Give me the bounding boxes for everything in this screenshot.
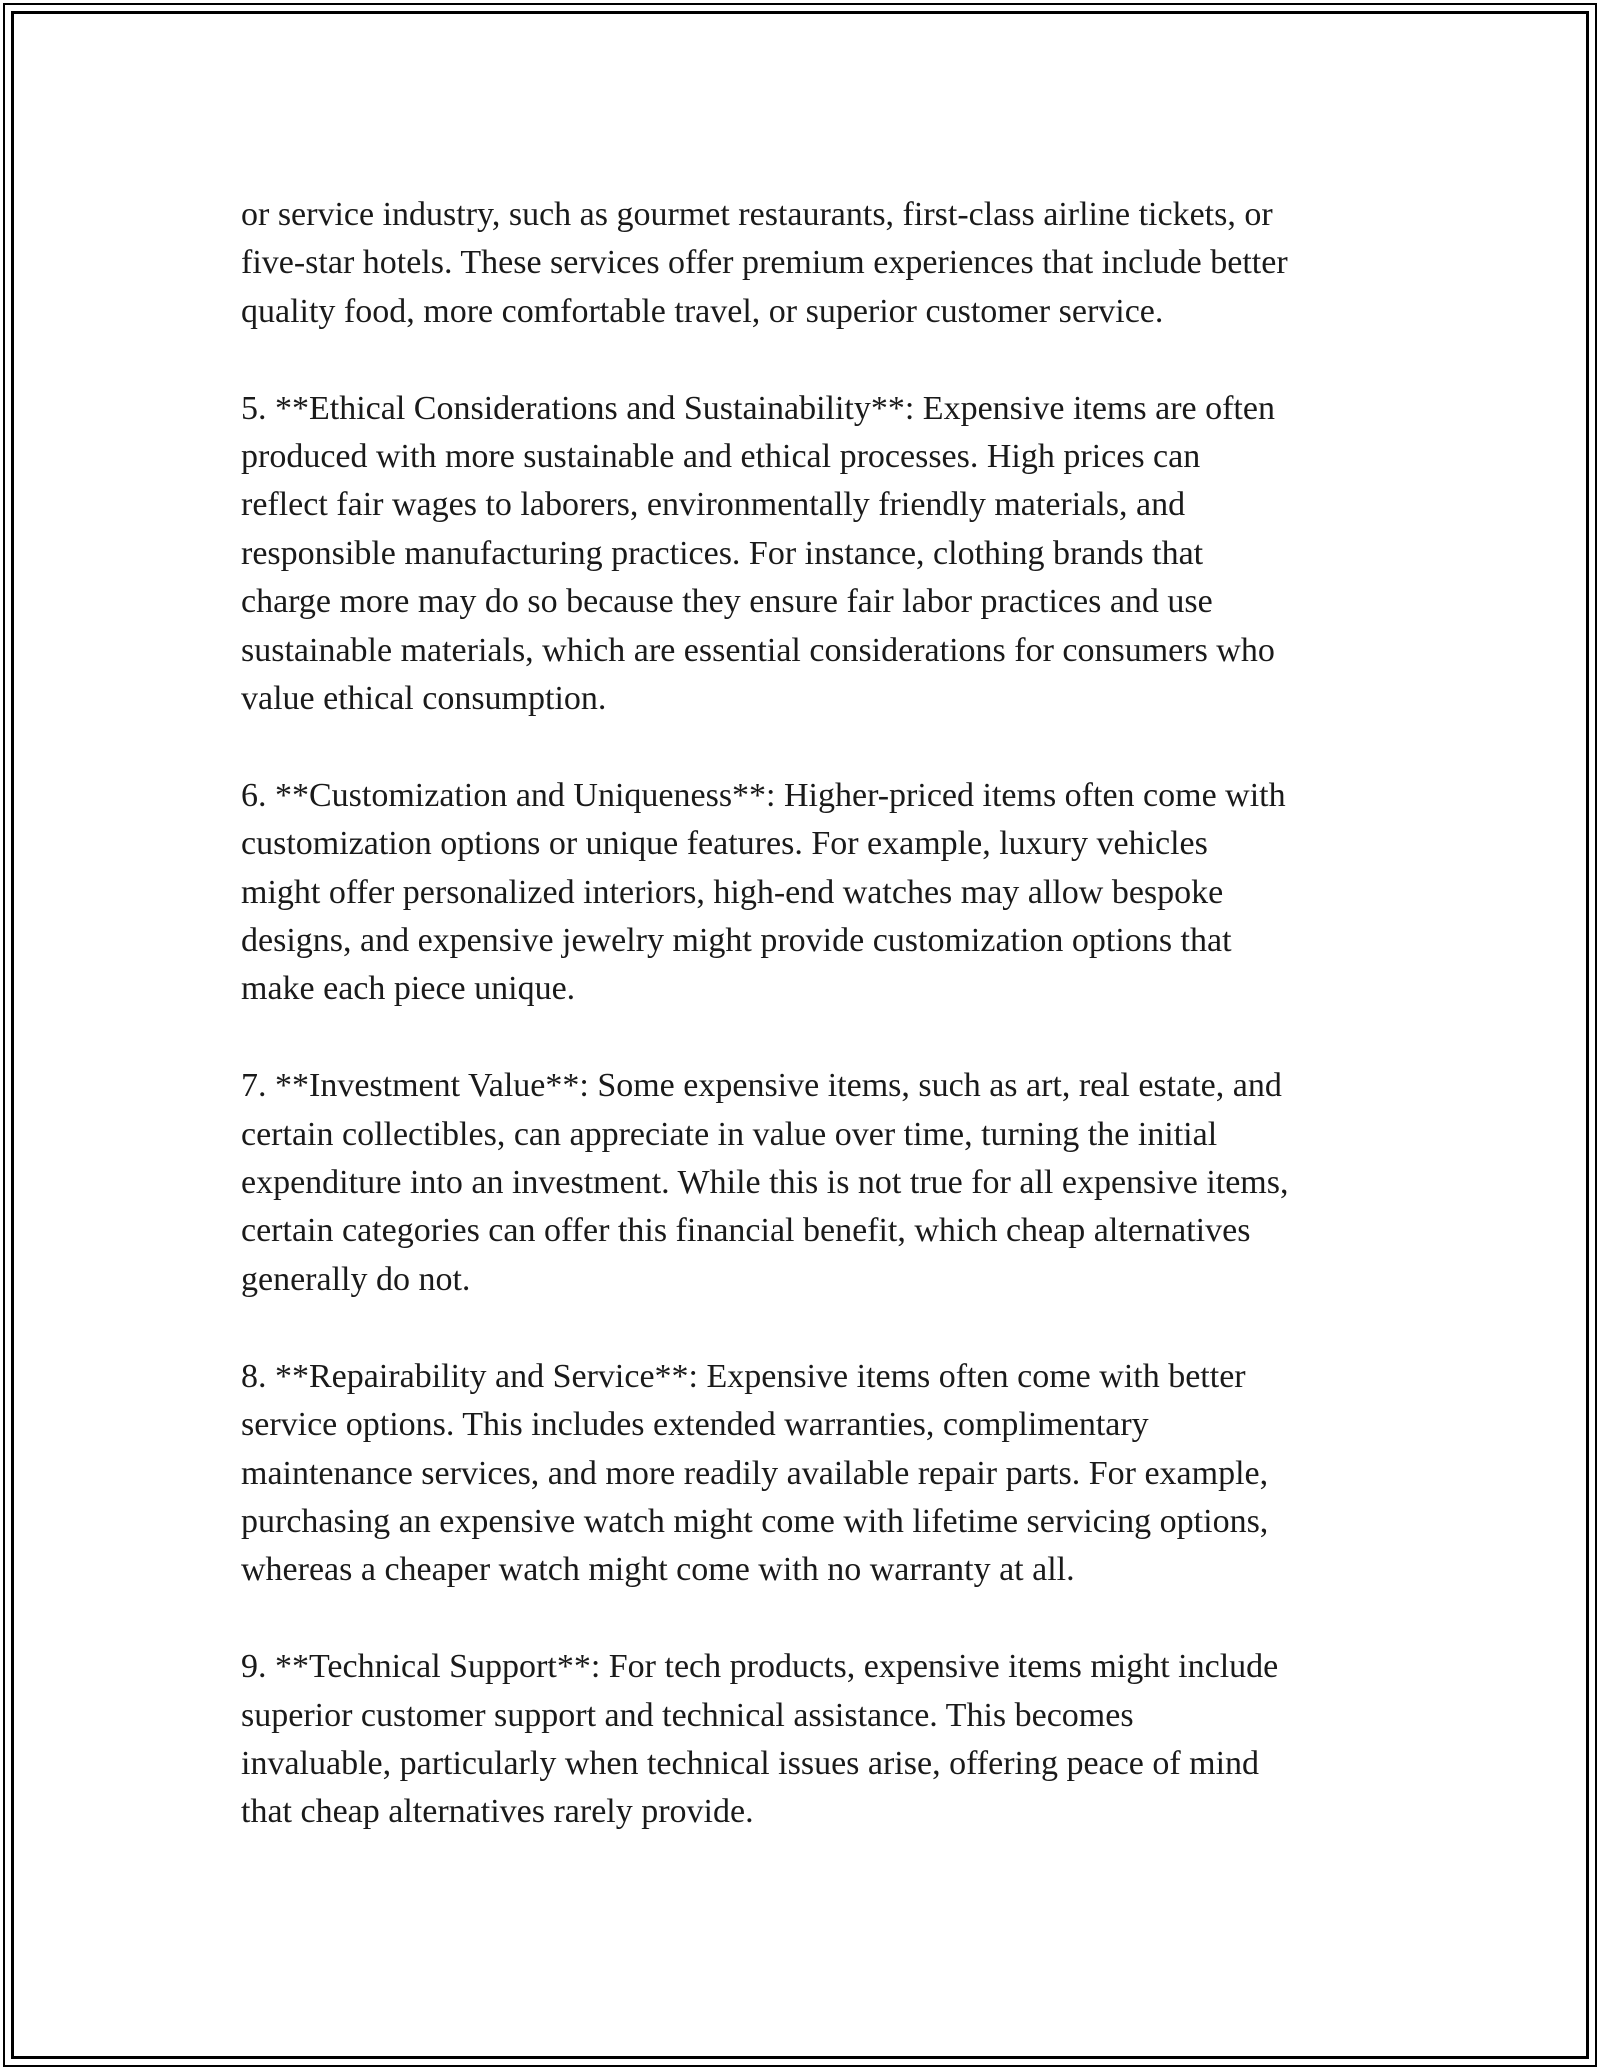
text-line: produced with more sustainable and ethical processes. High prices can xyxy=(241,438,1201,476)
text-line: reflect fair wages to laborers, environmentally friendly materials, and xyxy=(241,486,1186,524)
text-line: responsible manufacturing practices. For instance, clothing brands that xyxy=(241,534,1204,572)
text-line: might offer personalized interiors, high-end watches may allow bespoke xyxy=(241,873,1224,911)
text-line: five-star hotels. These services offer premium experiences that include better xyxy=(241,244,1288,282)
text-line: whereas a cheaper watch might come with no warranty at all. xyxy=(241,1551,1075,1589)
text-line: value ethical consumption. xyxy=(241,680,607,718)
text-line: customization options or unique features. For example, luxury vehicles xyxy=(241,825,1208,863)
text-line: expenditure into an investment. While this is not true for all expensive items, xyxy=(241,1164,1289,1202)
text-line: 5. **Ethical Considerations and Sustainability**: Expensive items are often xyxy=(241,389,1275,427)
text-line: charge more may do so because they ensure fair labor practices and use xyxy=(241,583,1213,621)
text-line: certain collectibles, can appreciate in value over time, turning the initial xyxy=(241,1115,1218,1153)
text-line: 6. **Customization and Uniqueness**: Higher-priced items often come with xyxy=(241,776,1286,814)
paragraph-technical-support xyxy=(241,1643,1381,1837)
paragraph-investment-value xyxy=(241,1062,1381,1304)
text-line: 7. **Investment Value**: Some expensive items, such as art, real estate, and xyxy=(241,1067,1282,1105)
paragraph-service-industry xyxy=(241,191,1381,336)
text-line: designs, and expensive jewelry might provide customization options that xyxy=(241,922,1232,960)
text-line: 9. **Technical Support**: For tech products, expensive items might include xyxy=(241,1648,1279,1686)
text-line: 8. **Repairability and Service**: Expensive items often come with better xyxy=(241,1357,1246,1395)
text-line: maintenance services, and more readily available repair parts. For example, xyxy=(241,1454,1269,1492)
paragraph-repairability xyxy=(241,1353,1381,1595)
text-line: superior customer support and technical assistance. This becomes xyxy=(241,1696,1134,1734)
text-line: or service industry, such as gourmet restaurants, first-class airline tickets, or xyxy=(241,196,1273,233)
text-line: service options. This includes extended warranties, complimentary xyxy=(241,1406,1149,1444)
text-line: purchasing an expensive watch might come with lifetime servicing options, xyxy=(241,1502,1269,1540)
text-line: sustainable materials, which are essential considerations for consumers who xyxy=(241,631,1275,669)
paragraph-customization xyxy=(241,772,1381,1014)
paragraph-ethical-considerations xyxy=(241,385,1381,724)
text-line: make each piece unique. xyxy=(241,970,576,1008)
page-frame xyxy=(3,3,1597,2067)
text-line: generally do not. xyxy=(241,1260,471,1298)
text-line: invaluable, particularly when technical issues arise, offering peace of mind xyxy=(241,1744,1260,1782)
text-line: quality food, more comfortable travel, or superior customer service. xyxy=(241,292,1164,330)
text-line: that cheap alternatives rarely provide. xyxy=(241,1793,754,1831)
text-line: certain categories can offer this financial benefit, which cheap alternatives xyxy=(241,1212,1251,1250)
document-body xyxy=(241,191,1381,1885)
